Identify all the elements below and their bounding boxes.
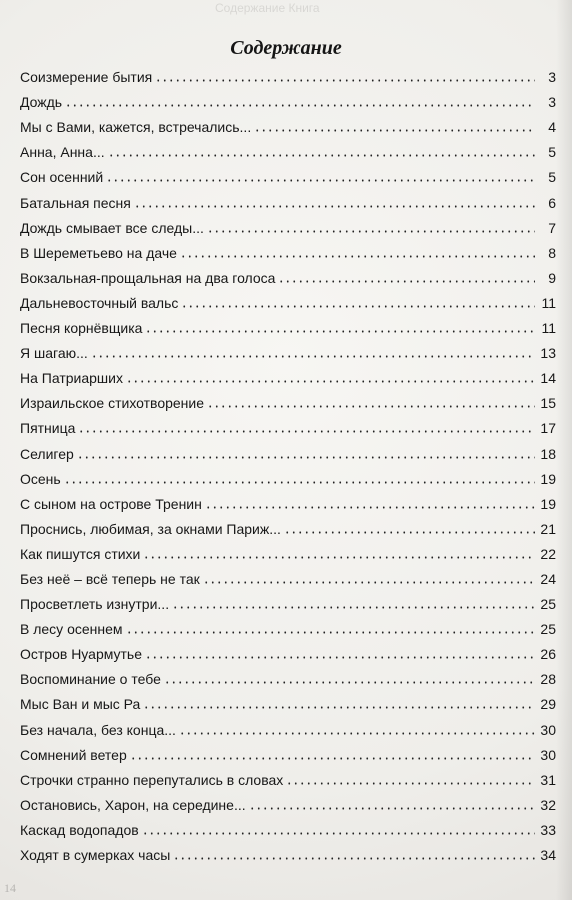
toc-entry-title: Батальная песня: [20, 194, 131, 211]
toc-page-number: 19: [540, 495, 556, 512]
toc-page-number: 7: [548, 219, 556, 236]
dot-leader: [143, 706, 535, 709]
toc-page-number: 30: [540, 721, 556, 738]
toc-entry-title: Воспоминание о тебе: [20, 671, 161, 688]
dot-leader: [145, 656, 535, 659]
dot-leader: [173, 857, 535, 860]
toc-page-number: 30: [540, 746, 556, 763]
dot-leader: [106, 179, 535, 182]
toc-page-number: 11: [541, 320, 556, 337]
toc-entry-title: На Патриарших: [20, 370, 123, 387]
toc-entry[interactable]: [20, 789, 556, 814]
toc-page-number: 26: [540, 646, 556, 663]
toc-entry-title: Пятница: [20, 420, 76, 437]
toc-page-number: 8: [548, 244, 556, 261]
toc-page-number: 19: [540, 470, 556, 487]
toc-entry[interactable]: [20, 588, 556, 613]
dot-leader: [172, 606, 535, 609]
toc-entry-title: Без неё – всё теперь не так: [20, 570, 200, 587]
toc-page-number: 21: [540, 520, 556, 537]
dot-leader: [77, 456, 535, 459]
dot-leader: [78, 430, 535, 433]
toc-entry-title: Без начала, без конца...: [20, 721, 176, 738]
toc-entry-title: Анна, Анна...: [20, 144, 105, 161]
toc-entry[interactable]: [20, 663, 556, 688]
toc-entry-title: Вокзальная-прощальная на два голоса: [20, 269, 276, 286]
toc-entry-title: Сомнений ветер: [20, 746, 127, 763]
toc-entry-title: Мыс Ван и мыс Ра: [20, 696, 141, 713]
faint-page-mark: 14: [4, 881, 16, 895]
toc-entry-title: Осень: [20, 470, 61, 487]
dot-leader: [207, 230, 535, 233]
dot-leader: [286, 782, 535, 785]
toc-entry[interactable]: [20, 638, 556, 663]
toc-page-number: 13: [540, 345, 556, 362]
dot-leader: [203, 581, 535, 584]
dot-leader: [142, 832, 535, 835]
toc-entry[interactable]: [20, 538, 556, 563]
toc-entry[interactable]: [20, 136, 556, 161]
toc-entry-title: В Шереметьево на даче: [20, 244, 177, 261]
dot-leader: [143, 556, 535, 559]
toc-entry-title: Сон осенний: [20, 169, 104, 186]
dot-leader: [65, 104, 535, 107]
toc-entry-title: Мы с Вами, кажется, встречались...: [20, 119, 252, 136]
toc-entry[interactable]: [20, 86, 556, 111]
dot-leader: [64, 481, 535, 484]
dot-leader: [155, 79, 535, 82]
toc-page-number: 5: [548, 144, 556, 161]
toc-entry[interactable]: [20, 839, 556, 864]
dot-leader: [205, 506, 535, 509]
toc-page-number: 4: [548, 119, 556, 136]
toc-entry[interactable]: [20, 287, 556, 312]
toc-entry-title: Ходят в сумерках часы: [20, 847, 171, 863]
toc-page-number: 5: [548, 169, 556, 186]
toc-entry[interactable]: [20, 337, 556, 362]
toc-entry[interactable]: [20, 387, 556, 412]
toc-entry[interactable]: [20, 362, 556, 387]
toc-entry[interactable]: [20, 463, 556, 488]
toc-entry-title: Соизмерение бытия: [20, 69, 153, 86]
toc-entry[interactable]: [20, 513, 556, 538]
toc-entry[interactable]: [20, 237, 556, 262]
toc-page-number: 3: [548, 69, 556, 86]
dot-leader: [130, 757, 535, 760]
toc-page-number: 32: [540, 796, 556, 813]
dot-leader: [278, 280, 535, 283]
dot-leader: [181, 305, 535, 308]
dot-leader: [134, 205, 535, 208]
toc-entry[interactable]: [20, 488, 556, 513]
toc-entry[interactable]: [20, 312, 556, 337]
toc-page-number: 15: [540, 395, 556, 412]
toc-entry-title: Остров Нуармутье: [20, 646, 143, 663]
toc-entry[interactable]: [20, 688, 556, 713]
toc-entry-title: Дождь: [20, 94, 63, 111]
dot-leader: [91, 355, 535, 358]
dot-leader: [284, 531, 535, 534]
toc-page-number: 18: [540, 445, 556, 462]
bleed-through-header: [0, 0, 572, 16]
toc-entry-title: Израильское стихотворение: [20, 395, 205, 412]
toc-page-number: 31: [540, 771, 556, 788]
toc-page-number: 25: [540, 596, 556, 613]
toc-page-number: 11: [541, 294, 556, 311]
toc-page-number: 28: [540, 671, 556, 688]
toc-page-number: 33: [540, 821, 556, 838]
toc-page-number: 17: [540, 420, 556, 437]
toc-entry[interactable]: [20, 739, 556, 764]
toc-page-number: 22: [540, 545, 556, 562]
toc-entry-title: Строчки странно перепутались в словах: [20, 771, 284, 788]
dot-leader: [180, 255, 535, 258]
dot-leader: [126, 631, 535, 634]
toc-entry-title: Каскад водопадов: [20, 821, 139, 838]
toc-entry-title: Селигер: [20, 445, 74, 462]
toc-entry-title: Дождь смывает все следы...: [20, 219, 204, 236]
toc-entry[interactable]: [20, 814, 556, 839]
dot-leader: [254, 129, 535, 132]
toc-entry-title: Я шагаю...: [20, 345, 88, 362]
toc-page-number: 25: [540, 621, 556, 638]
toc-entry[interactable]: [20, 713, 556, 738]
toc-entry[interactable]: [20, 212, 556, 237]
toc-entry-title: Как пишутся стихи: [20, 545, 141, 562]
toc-page-number: 29: [540, 696, 556, 713]
page-edge-shadow: [556, 0, 572, 900]
contents-title: Содержание: [230, 37, 342, 59]
toc-page-number: 14: [540, 370, 556, 387]
dot-leader: [164, 681, 535, 684]
toc-page-number: 3: [548, 94, 556, 111]
faint-header-right: Содержание Книга: [215, 1, 320, 15]
toc-entry[interactable]: [20, 262, 556, 287]
toc-entry[interactable]: [20, 412, 556, 437]
dot-leader: [145, 330, 535, 333]
toc-page-number: 34: [540, 847, 556, 863]
toc-entry[interactable]: [20, 61, 556, 86]
dot-leader: [207, 405, 535, 408]
toc-entry-title: Остановись, Харон, на середине...: [20, 796, 246, 813]
toc-page-number: 6: [548, 194, 556, 211]
toc-page-number: 9: [548, 269, 556, 286]
dot-leader: [179, 732, 535, 735]
table-of-contents: [20, 61, 556, 864]
dot-leader: [249, 807, 535, 810]
dot-leader: [108, 154, 535, 157]
toc-page-number: 24: [540, 570, 556, 587]
toc-entry[interactable]: [20, 437, 556, 462]
toc-entry[interactable]: [20, 764, 556, 789]
dot-leader: [126, 380, 535, 383]
toc-entry[interactable]: [20, 563, 556, 588]
toc-entry[interactable]: [20, 111, 556, 136]
toc-entry-title: С сыном на острове Тренин: [20, 495, 202, 512]
toc-entry-title: Просветлеть изнутри...: [20, 596, 170, 613]
toc-entry-title: Проснись, любимая, за окнами Париж...: [20, 520, 281, 537]
toc-entry[interactable]: [20, 186, 556, 211]
toc-entry-title: Дальневосточный вальс: [20, 294, 179, 311]
toc-entry[interactable]: [20, 161, 556, 186]
toc-entry-title: В лесу осеннем: [20, 621, 123, 638]
toc-entry[interactable]: [20, 613, 556, 638]
toc-entry-title: Песня корнёвщика: [20, 320, 143, 337]
